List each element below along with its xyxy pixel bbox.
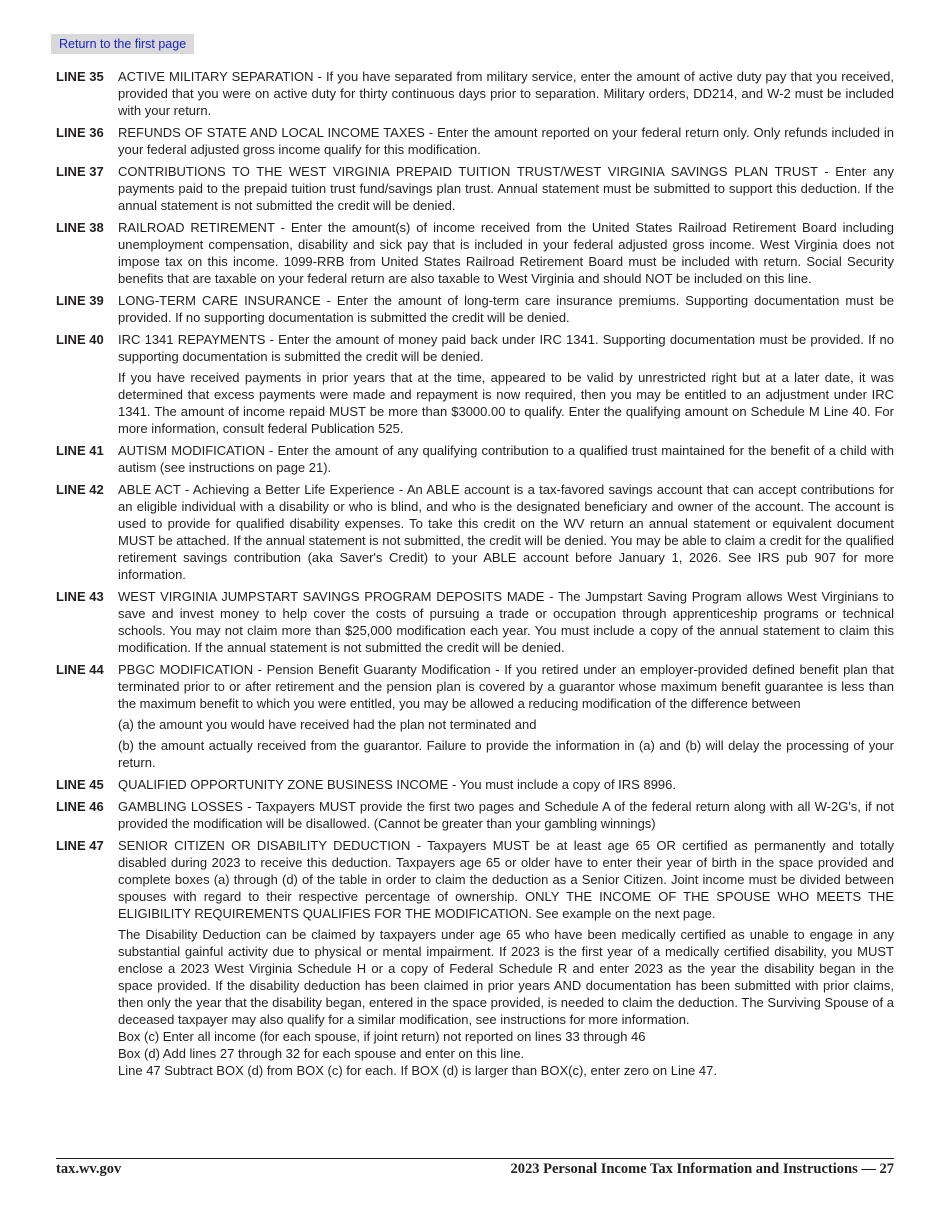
line-paragraph: Box (c) Enter all income (for each spouse, if joint return) not reported on lines 33 through 46 bbox=[118, 1029, 646, 1044]
line-entry bbox=[56, 292, 894, 326]
line-entry bbox=[56, 837, 894, 1079]
footer-page-title: 2023 Personal Income Tax Information and Instructions — 27 bbox=[510, 1161, 894, 1177]
line-paragraph: Line 47 Subtract BOX (d) from BOX (c) for each. If BOX (d) is larger than BOX(c), enter zero on Line 47. bbox=[118, 1063, 717, 1078]
line-paragraph: AUTISM MODIFICATION - Enter the amount of any qualifying contribution to a qualified trust maintained for the benefit of a child with autism (see instructions on page 21). bbox=[118, 443, 894, 475]
line-entry bbox=[56, 124, 894, 158]
instructions-body bbox=[56, 68, 894, 1084]
line-number: LINE 39 bbox=[56, 293, 104, 308]
line-number: LINE 36 bbox=[56, 125, 104, 140]
line-paragraph: (a) the amount you would have received had the plan not terminated and bbox=[118, 717, 537, 732]
line-paragraph: CONTRIBUTIONS TO THE WEST VIRGINIA PREPAID TUITION TRUST/WEST VIRGINIA SAVINGS PLAN TRUST - Enter any payments paid to the prepaid tuition trust fund/savings plan trust. Annual statement must be submitted to support this deduction. If the annual statement is not submitted the credit will be denied. bbox=[118, 164, 894, 213]
line-number: LINE 37 bbox=[56, 164, 104, 179]
line-number: LINE 38 bbox=[56, 220, 104, 235]
line-paragraph: LONG-TERM CARE INSURANCE - Enter the amount of long-term care insurance premiums. Supporting documentation must be provided. If no supporting documentation is submitted the credit will be denied. bbox=[118, 293, 894, 325]
line-number: LINE 45 bbox=[56, 777, 104, 792]
line-entry bbox=[56, 219, 894, 287]
line-entry bbox=[56, 776, 894, 793]
return-to-first-page-link[interactable]: Return to the first page bbox=[51, 34, 194, 54]
line-number: LINE 47 bbox=[56, 838, 104, 853]
line-number: LINE 46 bbox=[56, 799, 104, 814]
footer-website: tax.wv.gov bbox=[56, 1161, 122, 1177]
line-paragraph: REFUNDS OF STATE AND LOCAL INCOME TAXES - Enter the amount reported on your federal return only. Only refunds included in your federal adjusted gross income qualify for this modification. bbox=[118, 125, 894, 157]
line-entry bbox=[56, 661, 894, 771]
footer-divider bbox=[56, 1158, 894, 1159]
line-number: LINE 43 bbox=[56, 589, 104, 604]
line-entry bbox=[56, 798, 894, 832]
line-paragraph: WEST VIRGINIA JUMPSTART SAVINGS PROGRAM DEPOSITS MADE - The Jumpstart Saving Program allows West Virginians to save and invest money to help cover the costs of pursuing a trade or occupation through apprenticeship programs or technical schools. You may not claim more than $25,000 modification each year. You must include a copy of the annual statement to claim this modification. If the annual statement is not submitted the credit will be denied. bbox=[118, 589, 894, 655]
line-number: LINE 40 bbox=[56, 332, 104, 347]
line-entry bbox=[56, 163, 894, 214]
line-paragraph: ACTIVE MILITARY SEPARATION - If you have separated from military service, enter the amount of active duty pay that you received, provided that you were on active duty for thirty continuous days prior to separation. Military orders, DD214, and W-2 must be included with your return. bbox=[118, 69, 894, 118]
line-paragraph: ABLE ACT - Achieving a Better Life Experience - An ABLE account is a tax-favored savings account that can accept contributions for an eligible individual with a disability or who is blind, and who is the designated beneficiary and owner of the account. The account is used to provide for qualified disability expenses. To take this credit on the WV return an annual statement or equivalent document MUST be attached. If the annual statement is not submitted, the credit will be denied. You may be able to claim a credit for the qualified retirement savings contribution (aka Saver's Credit) to your ABLE account before January 1, 2026. See IRS pub 907 for more information. bbox=[118, 482, 894, 582]
line-paragraph: SENIOR CITIZEN OR DISABILITY DEDUCTION - Taxpayers MUST be at least age 65 OR certified as permanently and totally disabled during 2023 to receive this deduction. Taxpayers age 65 or older have to enter their year of birth in the space provided and complete boxes (a) through (d) of the table in order to claim the deduction as a Senior Citizen. Joint income must be divided between spouses with regard to their respective percentage of ownership. ONLY THE INCOME OF THE SPOUSE WHO MEETS THE ELIGIBILITY REQUIREMENTS QUALIFIES FOR THE MODIFICATION. See example on the next page. bbox=[118, 838, 894, 921]
line-number: LINE 41 bbox=[56, 443, 104, 458]
line-paragraph: If you have received payments in prior years that at the time, appeared to be valid by unrestricted right but at a later date, it was determined that excess payments were made and repayment is now required, then you may be entitled to an adjustment under IRC 1341. The amount of income repaid MUST be more than $3000.00 to qualify. Enter the qualifying amount on Schedule M Line 40. For more information, consult federal Publication 525. bbox=[118, 370, 894, 436]
line-paragraph: QUALIFIED OPPORTUNITY ZONE BUSINESS INCOME - You must include a copy of IRS 8996. bbox=[118, 777, 676, 792]
line-paragraph: IRC 1341 REPAYMENTS - Enter the amount of money paid back under IRC 1341. Supporting documentation must be provided. If no supporting documentation is submitted the credit will be denied. bbox=[118, 332, 894, 364]
line-entry bbox=[56, 588, 894, 656]
line-paragraph: RAILROAD RETIREMENT - Enter the amount(s) of income received from the United States Railroad Retirement Board including unemployment compensation, disability and sick pay that is included in your federal adjusted gross income. West Virginia does not impose tax on this income. 1099-RRB from United States Railroad Retirement Board must be included with return. Social Security benefits that are taxable on your federal return are also taxable to West Virginia and should NOT be included on this line. bbox=[118, 220, 894, 286]
line-number: LINE 42 bbox=[56, 482, 104, 497]
line-entry bbox=[56, 68, 894, 119]
line-paragraph: (b) the amount actually received from the guarantor. Failure to provide the information in (a) and (b) will delay the processing of your return. bbox=[118, 738, 894, 770]
line-number: LINE 44 bbox=[56, 662, 104, 677]
line-entry bbox=[56, 331, 894, 437]
line-paragraph: The Disability Deduction can be claimed by taxpayers under age 65 who have been medically certified as unable to engage in any substantial gainful activity due to physical or mental impairment. If 2023 is the first year of a medically certified disability, you MUST enclose a 2023 West Virginia Schedule H or a copy of Federal Schedule R and enter 2023 as the year the disability began in the space provided. If the disability deduction has been claimed in prior years AND documentation has been submitted with prior claims, then only the year that the disability began, entered in the space provided, is needed to claim the deduction. The Surviving Spouse of a deceased taxpayer may also qualify for a similar modification, see instructions for more information. bbox=[118, 927, 894, 1027]
line-paragraph: Box (d) Add lines 27 through 32 for each spouse and enter on this line. bbox=[118, 1046, 525, 1061]
line-entry bbox=[56, 442, 894, 476]
line-number: LINE 35 bbox=[56, 69, 104, 84]
line-entry bbox=[56, 481, 894, 583]
line-paragraph: PBGC MODIFICATION - Pension Benefit Guaranty Modification - If you retired under an employer-provided defined benefit plan that terminated prior to or after retirement and the pension plan is covered by a guarantor whose maximum benefit guarantee is less than the maximum benefit to which you were entitled, you may be allowed a reducing modification of the difference between bbox=[118, 662, 894, 711]
line-paragraph: GAMBLING LOSSES - Taxpayers MUST provide the first two pages and Schedule A of the federal return along with all W-2G's, if not provided the modification will be disallowed. (Cannot be greater than your gambling winnings) bbox=[118, 799, 894, 831]
